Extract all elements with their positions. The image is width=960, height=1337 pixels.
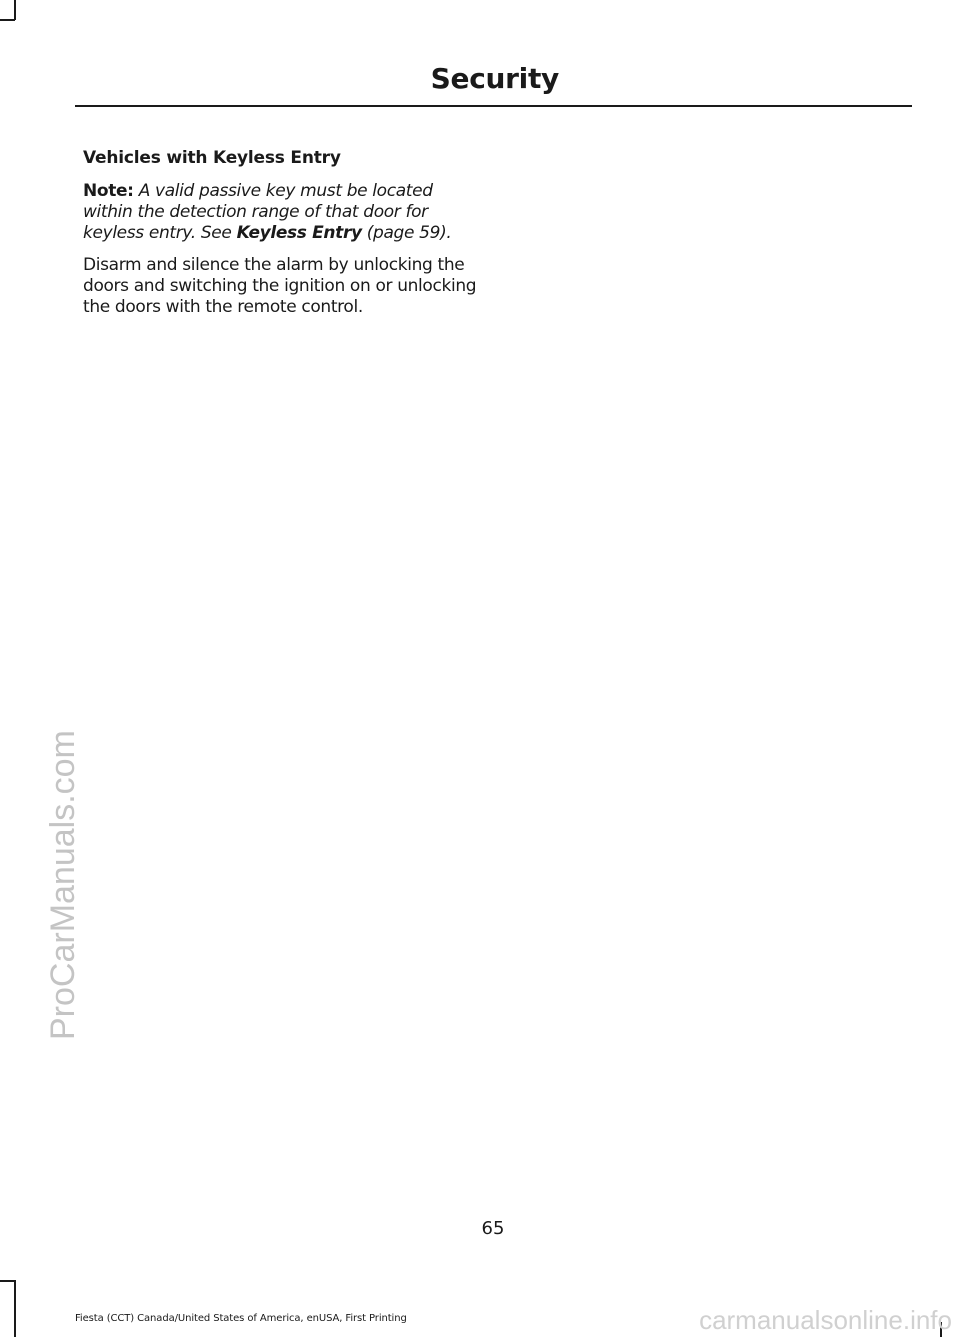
page-number: 65 (481, 1218, 505, 1239)
main-content (83, 146, 483, 329)
crop-mark (14, 1280, 16, 1337)
bottom-watermark: carmanualsonline.info (699, 1305, 952, 1335)
cross-reference-link[interactable]: Keyless Entry (236, 223, 362, 243)
cross-reference-page: (page 59). (366, 223, 452, 243)
note-label: Note: (83, 181, 134, 201)
note-paragraph (83, 181, 483, 244)
section-title: Security (430, 62, 559, 95)
body-paragraph: Disarm and silence the alarm by unlocking the doors and switching the ignition on or unlocking the doors with the remote control. (83, 255, 477, 317)
edition-footer: Fiesta (CCT) Canada/United States of America, enUSA, First Printing (75, 1313, 407, 1324)
crop-mark (14, 0, 16, 20)
header-rule (75, 105, 912, 107)
side-watermark: ProCarManuals.com (44, 730, 82, 1040)
note-text: A valid passive key must be located within the detection range of that door for keyless entry. See (83, 181, 433, 243)
subheading: Vehicles with Keyless Entry (83, 148, 341, 168)
crop-mark (0, 1280, 15, 1282)
crop-mark (0, 19, 15, 21)
